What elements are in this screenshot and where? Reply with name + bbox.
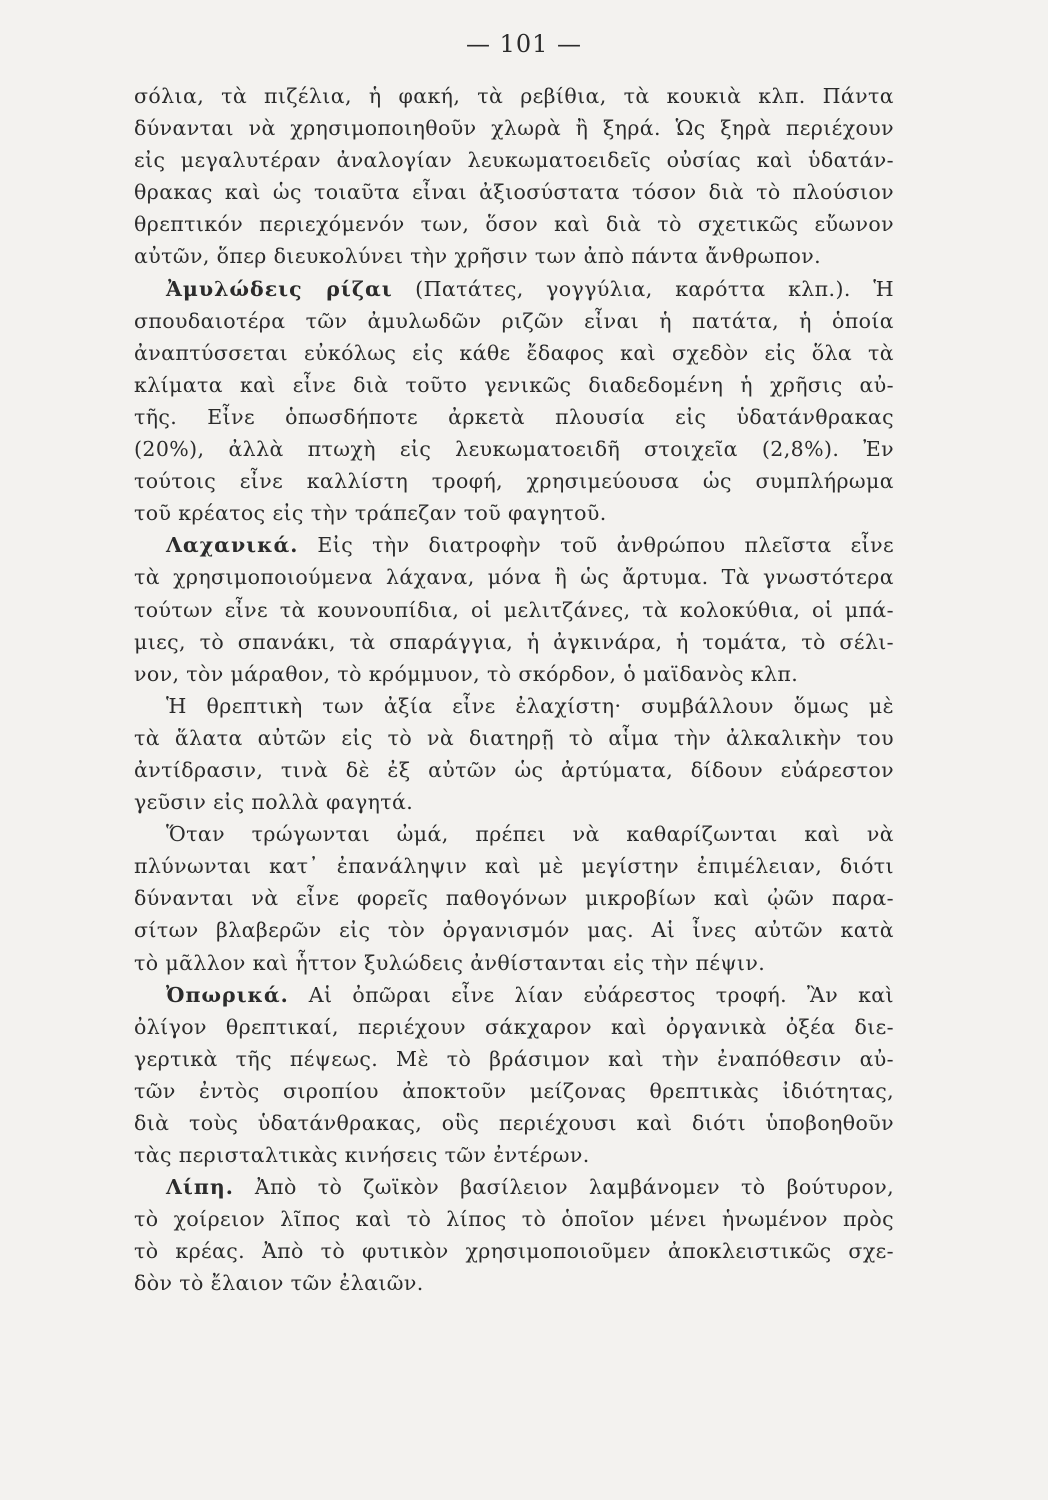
paragraph-first-line: [134, 529, 894, 561]
text-line: τὸ κρέας. Ἀπὸ τὸ φυτικὸν χρησιμοποιοῦμεν ἀποκλειστικῶς σχε-: [134, 1239, 894, 1264]
text-line: ὀλίγον θρεπτικαί, περιέχουν σάκχαρον καὶ ὀργανικὰ ὀξέα διε-: [134, 1014, 894, 1039]
text-line: εἰς μεγαλυτέραν ἀναλογίαν λευκωματοειδεῖς οὐσίας καὶ ὑδατάν-: [134, 148, 894, 173]
text-run: (Πατάτες, γογγύλια, καρόττα κλπ.). Ἡ: [392, 276, 895, 301]
text-line: θρακας καὶ ὡς τοιαῦτα εἶναι ἀξιοσύστατα τόσον διὰ τὸ πλούσιον: [134, 180, 894, 205]
text-line: τὸ μᾶλλον καὶ ἧττον ξυλώδεις ἀνθίστανται εἰς τὴν πέψιν.: [134, 950, 766, 975]
text-run: Ἀπὸ τὸ ζωϊκὸν βασίλειον λαμβάνομεν τὸ βούτυρον,: [233, 1175, 894, 1200]
text-line: μιες, τὸ σπανάκι, τὰ σπαράγγια, ἡ ἀγκινάρα, ἡ τομάτα, τὸ σέλι-: [134, 629, 894, 654]
section-heading-fruits: Ὀπωρικά.: [166, 982, 289, 1007]
section-heading-fats: Λίπη.: [166, 1175, 234, 1200]
text-line: αὐτῶν, ὅπερ διευκολύνει τὴν χρῆσιν των ἀπὸ πάντα ἄνθρωπον.: [134, 244, 822, 269]
text-line: κλίματα καὶ εἶνε διὰ τοῦτο γενικῶς διαδεδομένη ἡ χρῆσις αὐ-: [134, 372, 894, 397]
text-line: τὰς περισταλτικὰς κινήσεις τῶν ἐντέρων.: [134, 1143, 590, 1168]
text-line: τὸ χοίρειον λῖπος καὶ τὸ λίπος τὸ ὁποῖον μένει ἡνωμένον πρὸς: [134, 1207, 894, 1232]
text-line: δὸν τὸ ἔλαιον τῶν ἐλαιῶν.: [134, 1271, 424, 1296]
text-line: σόλια, τὰ πιζέλια, ἡ φακή, τὰ ρεβίθια, τὰ κουκιὰ κλπ. Πάντα: [134, 84, 894, 108]
text-line: σπουδαιοτέρα τῶν ἀμυλωδῶν ριζῶν εἶναι ἡ πατάτα, ἡ ὁποία: [134, 308, 894, 333]
page-number: — 101 —: [465, 30, 583, 58]
text-line: ἀναπτύσσεται εὐκόλως εἰς κάθε ἔδαφος καὶ σχεδὸν εἰς ὅλα τὰ: [134, 340, 894, 365]
text-line: Ἡ θρεπτικὴ των ἀξία εἶνε ἐλαχίστη· συμβάλλουν ὅμως μὲ: [166, 693, 894, 718]
text-line: γεῦσιν εἰς πολλὰ φαγητά.: [134, 790, 414, 815]
text-line: νον, τὸν μάραθον, τὸ κρόμμυον, τὸ σκόρδον, ὁ μαϊδανὸς κλπ.: [134, 661, 799, 686]
paragraph-first-line: [134, 1171, 894, 1203]
text-line: γερτικὰ τῆς πέψεως. Μὲ τὸ βράσιμον καὶ τὴν ἐναπόθεσιν αὐ-: [134, 1046, 894, 1071]
text-run: Αἱ ὀπῶραι εἶνε λίαν εὐάρεστος τροφή. Ἂν καὶ: [288, 982, 894, 1007]
section-heading-starchy-roots: Ἀμυλώδεις ρίζαι: [166, 276, 393, 301]
text-line: τὰ χρησιμοποιούμενα λάχανα, μόνα ἢ ὡς ἄρτυμα. Τὰ γνωστότερα: [134, 565, 894, 590]
text-line: τοῦ κρέατος εἰς τὴν τράπεζαν τοῦ φαγητοῦ.: [134, 501, 607, 526]
text-line: σίτων βλαβερῶν εἰς τὸν ὀργανισμόν μας. Αἱ ἶνες αὐτῶν κατὰ: [134, 918, 894, 943]
text-line: τούτων εἶνε τὰ κουνουπίδια, οἱ μελιτζάνες, τὰ κολοκύθια, οἱ μπά-: [134, 597, 894, 622]
paragraph-first-line: [134, 273, 894, 305]
text-line: τὰ ἅλατα αὐτῶν εἰς τὸ νὰ διατηρῇ τὸ αἷμα τὴν ἀλκαλικὴν του: [134, 725, 894, 750]
text-run: Εἰς τὴν διατροφὴν τοῦ ἀνθρώπου πλεῖστα εἶνε: [298, 533, 894, 558]
body-text: [134, 80, 894, 1300]
text-line: (20%), ἀλλὰ πτωχὴ εἰς λευκωματοειδῆ στοιχεῖα (2,8%). Ἐν: [134, 437, 894, 462]
text-line: τῶν ἐντὸς σιροπίου ἀποκτοῦν μείζονας θρεπτικὰς ἰδιότητας,: [134, 1078, 894, 1103]
text-line: ἀντίδρασιν, τινὰ δὲ ἐξ αὐτῶν ὡς ἀρτύματα, δίδουν εὐάρεστον: [134, 757, 894, 782]
text-line: τούτοις εἶνε καλλίστη τροφή, χρησιμεύουσα ὡς συμπλήρωμα: [134, 469, 894, 494]
text-line: δύνανται νὰ εἶνε φορεῖς παθογόνων μικροβίων καὶ ᾠῶν παρα-: [134, 886, 894, 911]
text-line: θρεπτικόν περιεχόμενόν των, ὅσον καὶ διὰ τὸ σχετικῶς εὔωνον: [134, 212, 894, 237]
section-heading-vegetables: Λαχανικά.: [166, 533, 299, 558]
text-line: Ὅταν τρώγωνται ὠμά, πρέπει νὰ καθαρίζωνται καὶ νὰ: [166, 822, 894, 847]
text-line: δύνανται νὰ χρησιμοποιηθοῦν χλωρὰ ἢ ξηρά. Ὡς ξηρὰ περιέχουν: [134, 116, 894, 141]
text-line: τῆς. Εἶνε ὁπωσδήποτε ἀρκετὰ πλουσία εἰς ὑδατάνθρακας: [134, 404, 894, 429]
paragraph-first-line: [134, 979, 894, 1011]
text-line: διὰ τοὺς ὑδατάνθρακας, οὓς περιέχουσι καὶ διότι ὑποβοηθοῦν: [134, 1111, 894, 1135]
text-line: πλύνωνται κατ᾿ ἐπανάληψιν καὶ μὲ μεγίστην ἐπιμέλειαν, διότι: [134, 854, 894, 879]
